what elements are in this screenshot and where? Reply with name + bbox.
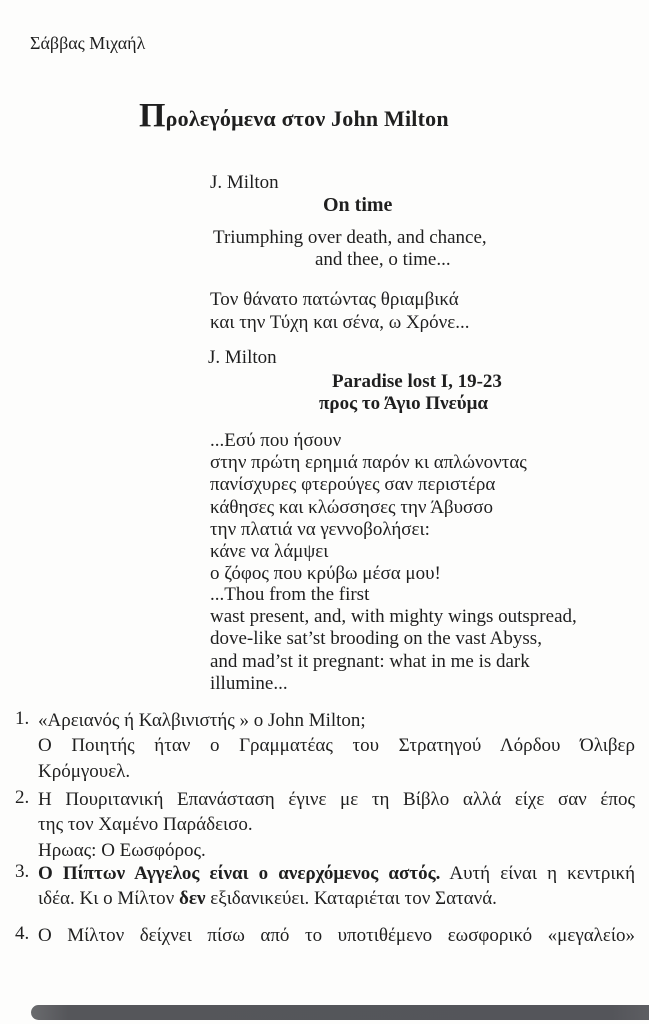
- note-line: Ο Ποιητής ήταν ο Γραμματέας του Στρατηγού Λόρδου Όλιβερ: [38, 735, 635, 757]
- note-number: 1.: [15, 708, 30, 729]
- note-text: Αυτή είναι η κεντρική: [440, 863, 636, 884]
- epigraph1-attribution: J. Milton: [210, 172, 279, 193]
- note-2: [15, 787, 637, 863]
- note-text: εξιδανικεύει. Καταριέται τον Σατανά.: [205, 888, 497, 910]
- poem-line: Τον θάνατο πατώντας θριαμβικά: [210, 289, 459, 310]
- english-poem: [210, 584, 577, 695]
- poem-line: ...Εσύ που ήσουν: [210, 430, 342, 451]
- note-number: 3.: [15, 861, 30, 882]
- note-line: [38, 861, 635, 886]
- page-title: [139, 97, 449, 134]
- author-name: Σάββας Μιχαήλ: [30, 33, 146, 53]
- poem-line: πανίσχυρες φτερούγες σαν περιστέρα: [210, 474, 496, 496]
- epigraph1-english-line-2: and thee, o time...: [315, 249, 451, 270]
- poem-line: and mad’st it pregnant: what in me is dark: [210, 650, 530, 672]
- note-text: ιδέα. Κι ο Μίλτον: [38, 888, 180, 910]
- note-line: Κρόμγουελ.: [38, 760, 131, 782]
- epigraph1-greek-couplet: [210, 288, 470, 334]
- note-line: «Αρειανός ή Καλβινιστής » ο John Milton;: [38, 710, 366, 731]
- poem-line: στην πρώτη ερημιά παρόν κι απλώνοντας: [210, 452, 527, 474]
- note-line: Ηρωας: Ο Εωσφόρος.: [38, 839, 206, 861]
- greek-poem: [210, 430, 527, 585]
- title-drop-cap: Π: [139, 97, 166, 134]
- note-line: Η Πουριτανική Επανάσταση έγινε με τη Βίβλο αλλά είχε σαν έπος: [38, 789, 635, 810]
- epigraph2-work-title-line1: Paradise lost I, 19-23: [332, 371, 502, 392]
- note-line: [38, 886, 637, 911]
- poem-line: και την Τύχη και σένα, ω Χρόνε...: [210, 312, 470, 333]
- scan-edge-bar: [31, 1005, 649, 1020]
- note-bold-text: Ο Πίπτων Αγγελος είναι ο ανερχόμενος αστός.: [38, 863, 441, 884]
- note-number: 2.: [15, 787, 30, 808]
- poem-line: κάθησες και κλώσσησες την Άβυσσο: [210, 496, 493, 518]
- epigraph2-attribution: J. Milton: [208, 347, 277, 368]
- note-number: 4.: [15, 923, 30, 944]
- note-3: [15, 861, 637, 912]
- note-4: [15, 923, 637, 948]
- poem-line: την πλατιά να γεννοβολήσει:: [210, 518, 430, 540]
- poem-line: ...Thou from the first: [210, 584, 370, 605]
- poem-line: wast present, and, with mighty wings outspread,: [210, 606, 577, 628]
- title-text: ρολεγόμενα στον John Milton: [165, 106, 449, 131]
- note-bold-text: δεν: [179, 888, 206, 910]
- note-line: της τον Χαμένο Παράδεισο.: [38, 814, 253, 836]
- poem-line: illumine...: [210, 672, 288, 694]
- poem-line: κάνε να λάμψει: [210, 541, 329, 563]
- poem-line: dove-like sat’st brooding on the vast Abyss,: [210, 628, 542, 650]
- note-1: [15, 708, 637, 784]
- note-line: Ο Μίλτον δείχνει πίσω από το υποτιθέμενο εωσφορικό «μεγαλείο»: [38, 925, 635, 946]
- epigraph2-work-title-line2: προς το Άγιο Πνεύμα: [319, 393, 488, 414]
- epigraph1-english-line-1: Triumphing over death, and chance,: [213, 227, 487, 248]
- epigraph1-work-title: On time: [323, 194, 393, 216]
- poem-line: ο ζόφος που κρύβω μέσα μου!: [210, 563, 441, 585]
